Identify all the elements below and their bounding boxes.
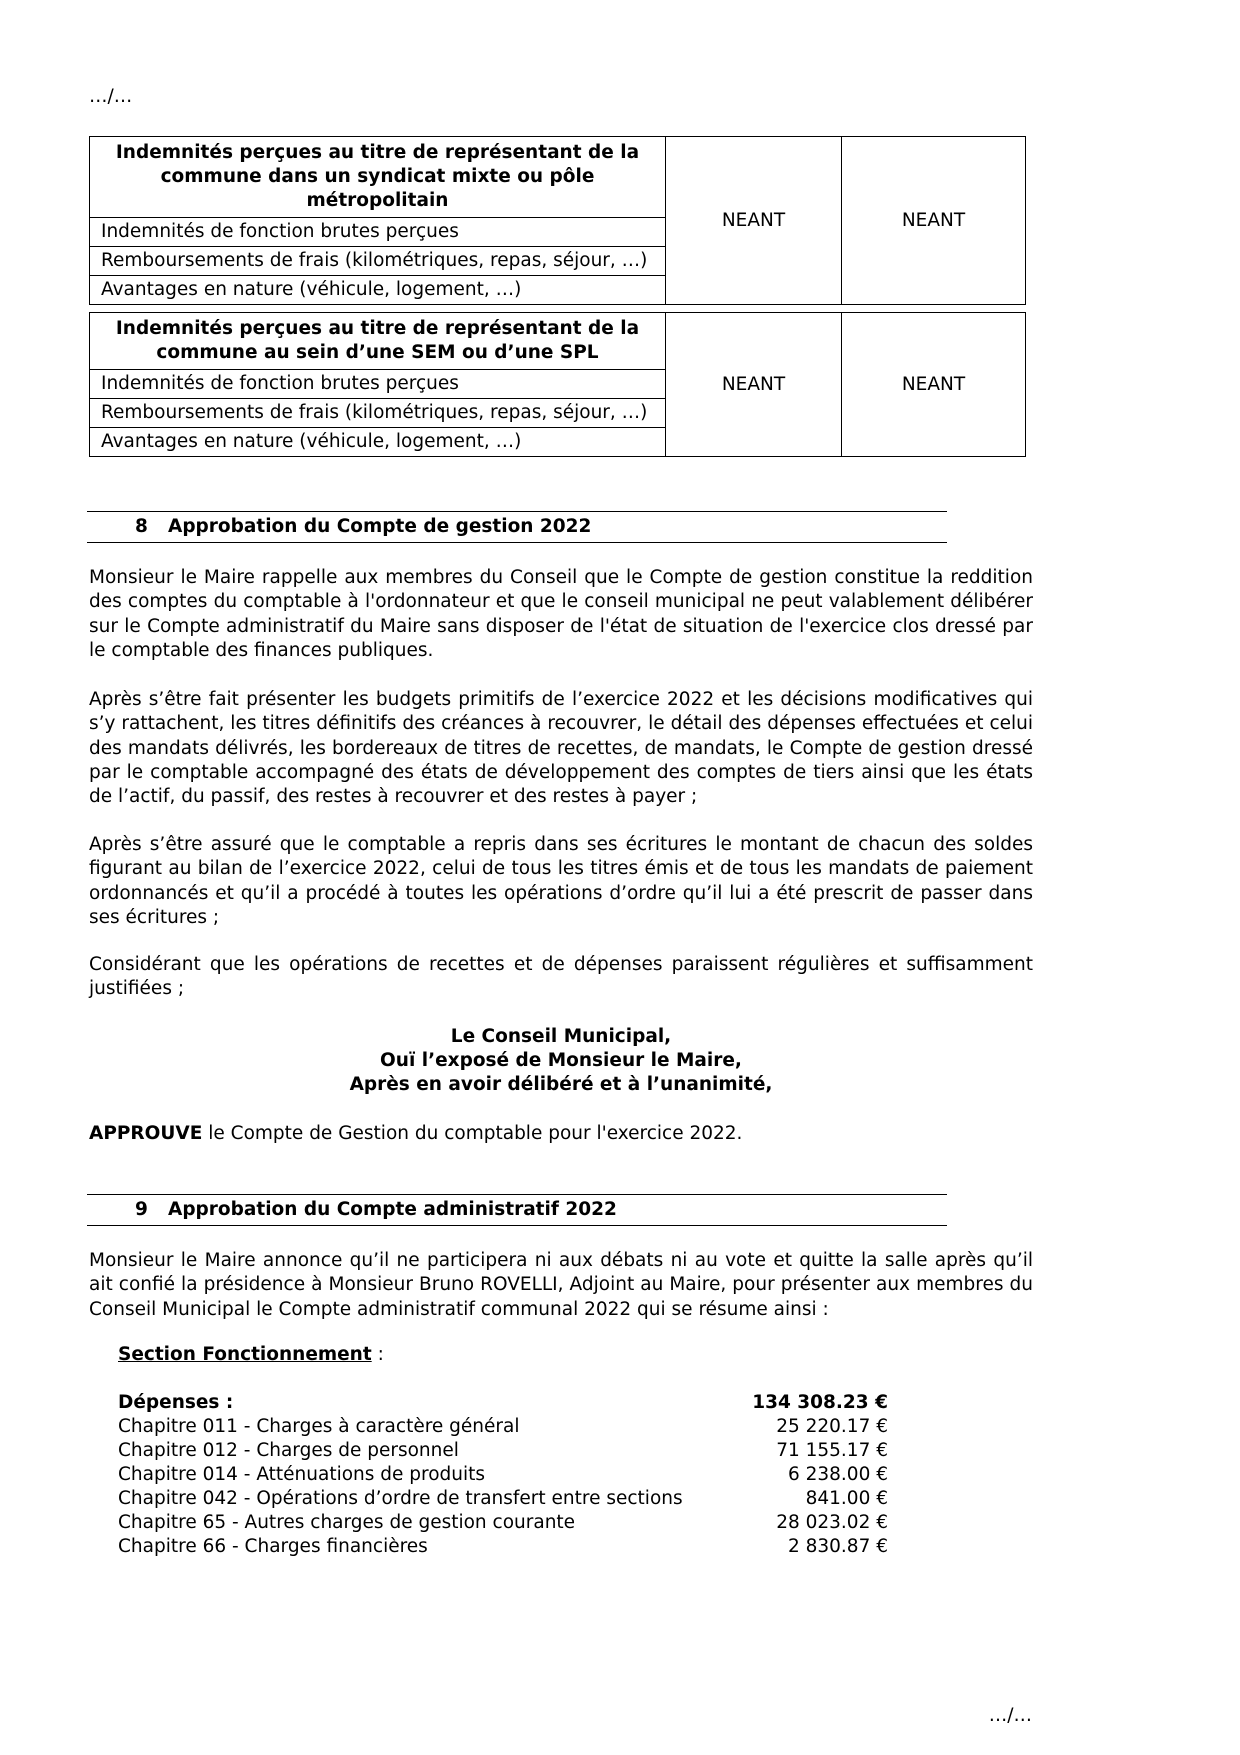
chapter-row — [118, 1463, 888, 1487]
table-header: Indemnités perçues au titre de représentant de la commune dans un syndicat mixte ou pôle métropolitain — [90, 137, 666, 218]
council-line: Le Conseil Municipal, — [450, 1026, 672, 1047]
chapter-row — [118, 1415, 888, 1439]
table-row: Remboursements de frais (kilométriques, repas, séjour, …) — [90, 399, 666, 428]
value-cell-1: NEANT — [666, 137, 842, 305]
chapter-label: Chapitre 011 - Charges à caractère général — [118, 1416, 520, 1437]
chapter-amount: 2 830.87 € — [787, 1536, 888, 1557]
section-number: 8 — [135, 516, 148, 537]
table-header: Indemnités perçues au titre de représentant de la commune au sein d’une SEM ou d’une SPL — [90, 313, 666, 370]
chapter-amount: 6 238.00 € — [787, 1464, 888, 1485]
paragraph: Monsieur le Maire rappelle aux membres du Conseil que le Compte de gestion constitue la reddition des comptes du comptable à l'ordonnateur et que le conseil municipal ne peut valablement délibérer sur le Compte administratif du Maire sans disposer de l'état de situation de l'exercice clos dressé par le comptable des finances publiques. — [89, 567, 1033, 661]
chapter-label: Chapitre 66 - Charges financières — [118, 1536, 428, 1557]
table-row: Indemnités de fonction brutes perçues — [90, 218, 666, 247]
section-number: 9 — [135, 1199, 148, 1220]
section-8-heading — [87, 511, 947, 543]
chapter-label: Chapitre 65 - Autres charges de gestion courante — [118, 1512, 576, 1533]
decision-text: le Compte de Gestion du comptable pour l'exercice 2022. — [202, 1123, 743, 1144]
chapter-amount: 71 155.17 € — [776, 1440, 888, 1461]
continuation-marker-bottom: …/… — [988, 1705, 1032, 1726]
subsection-suffix: : — [371, 1344, 384, 1365]
council-line: Après en avoir délibéré et à l’unanimité, — [349, 1074, 773, 1095]
decision-keyword: APPROUVE — [89, 1123, 203, 1144]
paragraph: Après s’être assuré que le comptable a repris dans ses écritures le montant de chacun des soldes figurant au bilan de l’exercice 2022, celui de tous les titres émis et de tous les mandats de paiement ordonnancés et qu’il a procédé à toutes les opérations d’ordre qu’il lui a été prescrit de passer dans ses écritures ; — [89, 834, 1033, 928]
chapter-amount: 25 220.17 € — [776, 1416, 888, 1437]
chapter-label: Chapitre 014 - Atténuations de produits — [118, 1464, 486, 1485]
chapter-amount: 28 023.02 € — [776, 1512, 888, 1533]
section-9-heading — [87, 1194, 947, 1226]
table-row: Avantages en nature (véhicule, logement, …) — [90, 428, 666, 457]
section-title: Approbation du Compte de gestion 2022 — [168, 516, 592, 537]
chapter-label: Chapitre 042 - Opérations d’ordre de transfert entre sections — [118, 1488, 683, 1509]
table-row: Remboursements de frais (kilométriques, repas, séjour, …) — [90, 247, 666, 276]
chapter-row — [118, 1511, 888, 1535]
chapter-amount: 841.00 € — [805, 1488, 888, 1509]
paragraph: Monsieur le Maire annonce qu’il ne participera ni aux débats ni au vote et quitte la salle après qu’il ait confié la présidence à Monsieur Bruno ROVELLI, Adjoint au Maire, pour présenter aux membres du Conseil Municipal le Compte administratif communal 2022 qui se résume ainsi : — [89, 1250, 1033, 1320]
value-cell-1: NEANT — [666, 313, 842, 457]
chapter-row — [118, 1535, 888, 1559]
decision — [89, 1122, 742, 1146]
table-row: Indemnités de fonction brutes perçues — [90, 370, 666, 399]
value-cell-2: NEANT — [842, 313, 1026, 457]
paragraph: Après s’être fait présenter les budgets primitifs de l’exercice 2022 et les décisions modificatives qui s’y rattachent, les titres définitifs des créances à recouvrer, le détail des dépenses effectuées et celui des mandats délivrés, les bordereaux de titres de recettes, de mandats, le Compte de gestion dressé par le comptable accompagné des états de développement des comptes de tiers ainsi que les états de l’actif, du passif, des restes à recouvrer et des restes à payer ; — [89, 689, 1033, 808]
expenses-total-row — [118, 1391, 888, 1415]
expenses-label: Dépenses : — [118, 1392, 234, 1413]
subsection-heading — [118, 1343, 384, 1367]
table-row: Avantages en nature (véhicule, logement, …) — [90, 276, 666, 305]
subsection-title: Section Fonctionnement — [118, 1344, 372, 1365]
council-line: Ouï l’exposé de Monsieur le Maire, — [380, 1050, 742, 1071]
section-title: Approbation du Compte administratif 2022 — [168, 1199, 617, 1220]
chapter-row — [118, 1439, 888, 1463]
chapter-label: Chapitre 012 - Charges de personnel — [118, 1440, 459, 1461]
expenses-total: 134 308.23 € — [752, 1392, 888, 1413]
chapter-row — [118, 1487, 888, 1511]
value-cell-2: NEANT — [842, 137, 1026, 305]
indemnities-table-syndicat — [89, 136, 1026, 305]
indemnities-table-sem-spl — [89, 312, 1026, 457]
continuation-marker-top: …/… — [89, 86, 133, 107]
paragraph: Considérant que les opérations de recettes et de dépenses paraissent régulières et suffisamment justifiées ; — [89, 954, 1033, 1000]
